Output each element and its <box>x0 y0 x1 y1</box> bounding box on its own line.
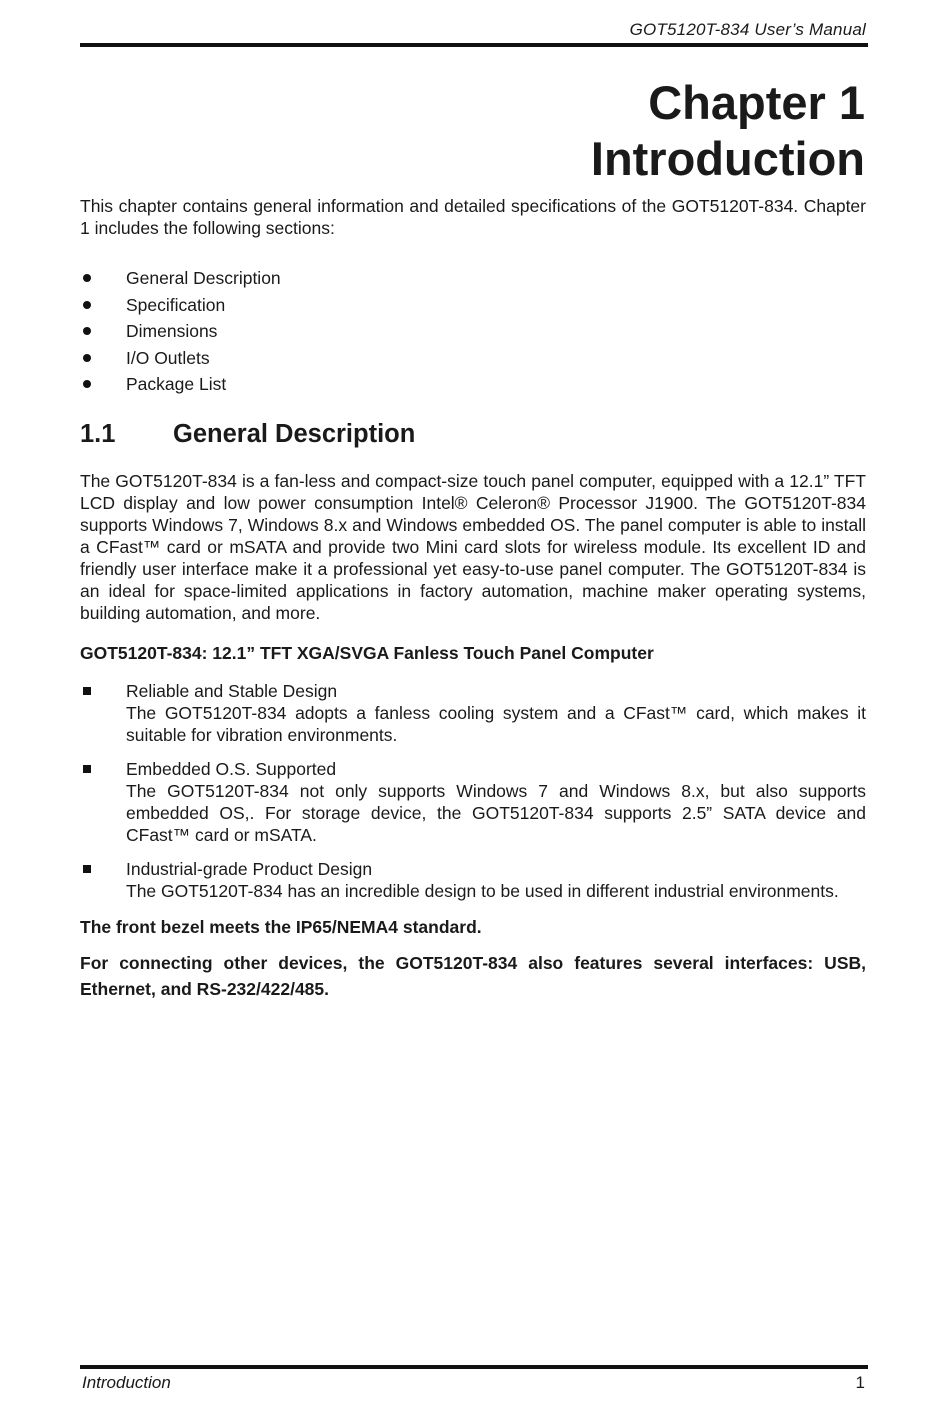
chapter-name: Introduction <box>590 132 865 185</box>
feature-body: The GOT5120T-834 adopts a fanless cooling system and a CFast™ card, which makes it suitable for vibration environments. <box>126 702 866 745</box>
sections-list <box>80 265 866 398</box>
feature-body: The GOT5120T-834 not only supports Windows 7 and Windows 8.x, but also supports embedded OS,. For storage device, the GOT5120T-834 supports 2.5” SATA device and CFast™ card or mSATA. <box>126 780 866 845</box>
bullet-icon <box>83 301 91 309</box>
chapter-title <box>591 75 865 187</box>
intro-paragraph: This chapter contains general information and detailed specifications of the GOT5120T-834. Chapter 1 includes the following sections: <box>80 196 866 238</box>
square-bullet-icon <box>83 765 91 773</box>
page-content <box>80 195 866 1012</box>
product-line-heading: GOT5120T-834: 12.1” TFT XGA/SVGA Fanless Touch Panel Computer <box>80 642 654 663</box>
features-list <box>80 680 866 902</box>
feature-title: Reliable and Stable Design <box>126 680 338 701</box>
feature-item <box>80 680 866 746</box>
feature-title: Industrial-grade Product Design <box>126 858 373 879</box>
list-item-label: Specification <box>126 294 226 315</box>
bullet-icon <box>83 274 91 282</box>
footer-section-label: Introduction <box>82 1373 171 1392</box>
general-description-paragraph: The GOT5120T-834 is a fan-less and compact-size touch panel computer, equipped with a 12.1” TFT LCD display and low power consumption Intel® Celeron® Processor J1900. The GOT5120T-834 supports Windows 7, Windows 8.x and Windows embedded OS. The panel computer is able to install a CFast™ card or mSATA and provide two Mini card slots for wireless module. Its excellent ID and friendly user interface make it a professional yet easy-to-use panel computer. The GOT5120T-834 is an ideal for space-limited applications in factory automation, machine maker operating systems, building automation, and more. <box>80 470 866 623</box>
section-number: 1.1 <box>80 419 116 448</box>
bullet-icon <box>83 354 91 362</box>
list-item-label: I/O Outlets <box>126 347 210 368</box>
square-bullet-icon <box>83 687 91 695</box>
interfaces-note: For connecting other devices, the GOT5120T-834 also features several interfaces: USB, Ethernet, and RS-232/422/485. <box>80 952 866 999</box>
chapter-number: Chapter 1 <box>648 76 865 129</box>
feature-body: The GOT5120T-834 has an incredible design to be used in different industrial environments. <box>126 880 839 901</box>
bullet-icon <box>83 327 91 335</box>
feature-item <box>80 758 866 846</box>
list-item <box>80 318 866 345</box>
list-item-label: Dimensions <box>126 321 218 341</box>
section-heading <box>80 418 866 450</box>
list-item-label: General Description <box>126 268 281 288</box>
square-bullet-icon <box>83 865 91 873</box>
bullet-icon <box>83 380 91 388</box>
list-item <box>80 265 866 292</box>
bezel-note: The front bezel meets the IP65/NEMA4 standard. <box>80 916 482 937</box>
list-item <box>80 292 866 319</box>
running-header: GOT5120T-834 User’s Manual <box>629 20 866 39</box>
list-item <box>80 345 866 372</box>
list-item-label: Package List <box>126 374 227 394</box>
header-rule <box>80 43 868 47</box>
running-footer <box>82 1373 865 1393</box>
feature-item <box>80 858 866 902</box>
list-item <box>80 371 866 398</box>
page-number: 1 <box>855 1373 865 1392</box>
footer-rule <box>80 1365 868 1369</box>
section-title: General Description <box>173 419 416 448</box>
feature-title: Embedded O.S. Supported <box>126 758 337 779</box>
